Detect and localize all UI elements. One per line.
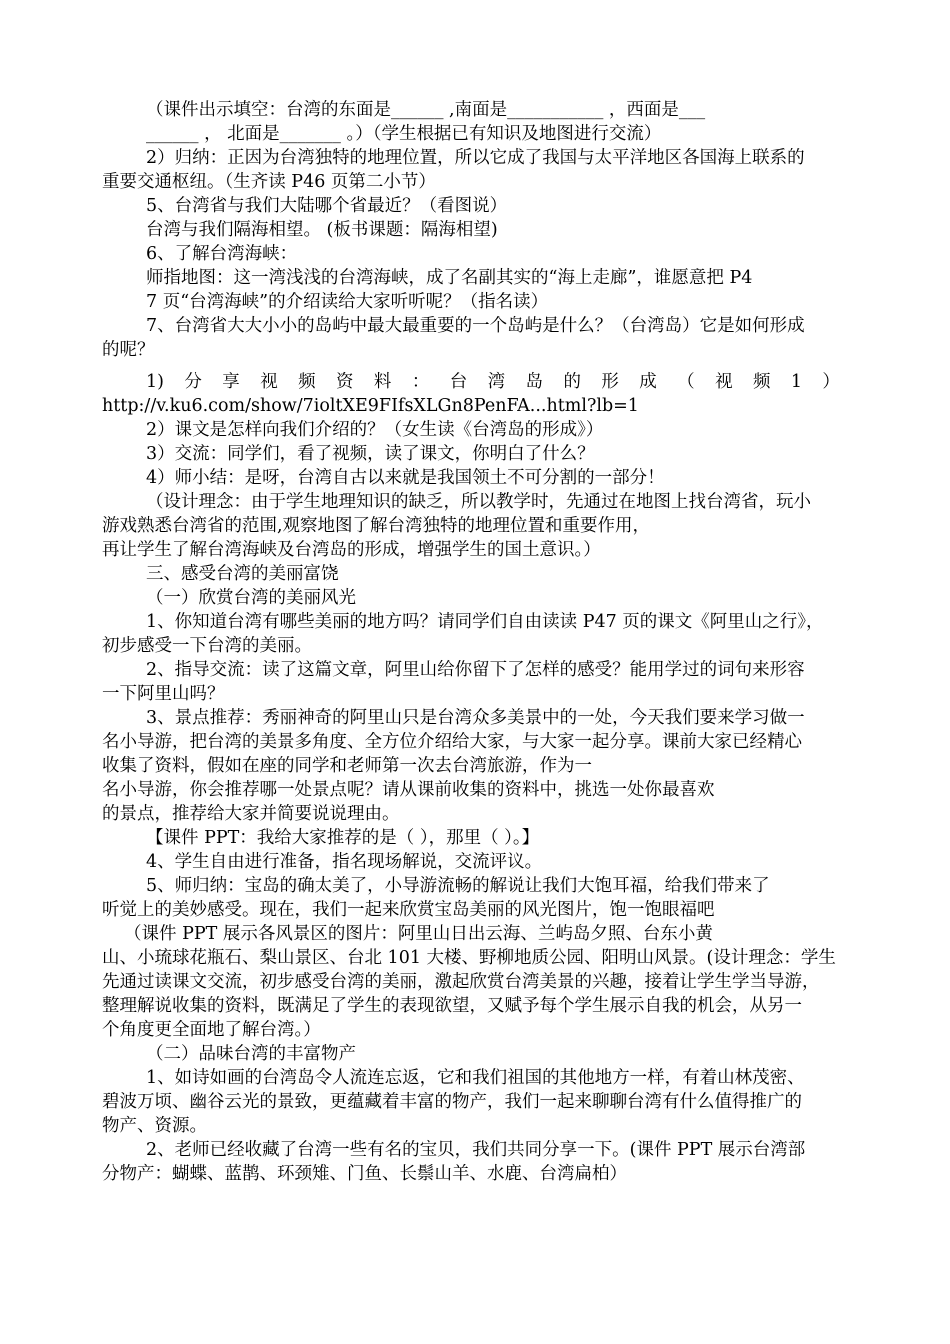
video-share-line <box>146 370 840 394</box>
paragraph-line: 4、学生自由进行准备，指名现场解说，交流评议。 <box>146 852 543 872</box>
paragraph-line: 一下阿里山吗？ <box>102 684 225 704</box>
paragraph-line: 5、师归纳：宝岛的确太美了，小导游流畅的解说让我们大饱耳福，给我们带来了 <box>146 876 770 896</box>
paragraph-line: 收集了资料，假如在座的同学和老师第一次去台湾旅游，作为一 <box>102 756 592 776</box>
subsection-heading: （二）品味台湾的丰富物产 <box>146 1044 356 1064</box>
paragraph-line: 2、老师已经收藏了台湾一些有名的宝贝，我们共同分享一下。(课件 PPT 展示台湾部 <box>146 1140 806 1160</box>
section-heading: 三、感受台湾的美丽富饶 <box>146 564 339 584</box>
video-part: 1 <box>790 372 803 392</box>
video-part: 资 <box>336 372 354 392</box>
video-part: 分 <box>184 372 202 392</box>
paragraph-line: 2）课文是怎样向我们介绍的？（女生读《台湾岛的形成》） <box>146 420 604 440</box>
paragraph-line: 整理解说收集的资料，既满足了学生的表现欲望，又赋予每个学生展示自我的机会，从另一 <box>102 996 802 1016</box>
video-part: ） <box>822 372 840 392</box>
video-url: http://v.ku6.com/show/7ioltXE9FIfsXLGn8PenFA...html?lb=1 <box>102 396 639 416</box>
paragraph-line: 名小导游，把台湾的美景多角度、全方位介绍给大家，与大家一起分享。课前大家已经精心 <box>102 732 802 752</box>
video-part: 享 <box>222 372 240 392</box>
video-part: 台 <box>449 372 468 392</box>
paragraph-line: 1、你知道台湾有哪些美丽的地方吗？请同学们自由读读 P47 页的课文《阿里山之行》， <box>146 612 824 632</box>
paragraph-line: 台湾与我们隔海相望。 (板书课题：隔海相望) <box>146 220 498 240</box>
paragraph-line: 2、指导交流：读了这篇文章，阿里山给你留下了怎样的感受？能用学过的词句来形容 <box>146 660 805 680</box>
subsection-heading: （一）欣赏台湾的美丽风光 <box>146 588 356 608</box>
video-part: 视 <box>260 372 278 392</box>
paragraph-line: 师指地图：这一湾浅浅的台湾海峡，成了名副其实的“海上走廊”，谁愿意把 P4 <box>146 268 753 288</box>
video-part: 湾 <box>487 372 506 392</box>
video-part: ： <box>411 372 430 392</box>
paragraph-line: （课件出示填空：台湾的东面是______ ,南面是___________ ，西面是___ <box>146 100 706 120</box>
video-part: 频 <box>298 372 316 392</box>
paragraph-line: 名小导游，你会推荐哪一处景点呢？请从课前收集的资料中，挑选一处你最喜欢 <box>102 780 715 800</box>
paragraph-line: 个角度更全面地了解台湾。） <box>102 1020 321 1040</box>
paragraph-line: 1、如诗如画的台湾岛令人流连忘返，它和我们祖国的其他地方一样，有着山林茂密、 <box>146 1068 805 1088</box>
paragraph-line: 初步感受一下台湾的美丽。 <box>102 636 312 656</box>
paragraph-line: 7、台湾省大大小小的岛屿中最大最重要的一个岛屿是什么？（台湾岛）它是如何形成 <box>146 316 805 336</box>
paragraph-line: ______ ， 北面是_______ 。）（学生根据已有知识及地图进行交流） <box>146 124 662 144</box>
paragraph-line: （课件 PPT 展示各风景区的图片：阿里山日出云海、兰屿岛夕照、台东小黄 <box>124 924 713 944</box>
paragraph-line: 6、了解台湾海峡： <box>146 244 298 264</box>
paragraph-line: 游戏熟悉台湾省的范围,观察地图了解台湾独特的地理位置和重要作用， <box>102 516 651 536</box>
paragraph-line: 的呢？ <box>102 340 155 360</box>
video-part: 料 <box>373 372 392 392</box>
video-part: 成 <box>639 372 657 392</box>
paragraph-line: 重要交通枢纽。（生齐读 P46 页第二小节） <box>102 172 436 192</box>
paragraph-line: 7 页“台湾海峡”的介绍读给大家听听呢？（指名读） <box>146 292 549 312</box>
video-part: 1) <box>146 372 164 392</box>
paragraph-line: 物产、资源。 <box>102 1116 207 1136</box>
video-part: （ <box>677 372 695 392</box>
paragraph-line: 2）归纳：正因为台湾独特的地理位置，所以它成了我国与太平洋地区各国海上联系的 <box>146 148 805 168</box>
paragraph-line: （设计理念：由于学生地理知识的缺乏，所以教学时，先通过在地图上找台湾省，玩小 <box>146 492 811 512</box>
paragraph-line: 分物产：蝴蝶、蓝鹊、环颈雉、门鱼、长鬃山羊、水鹿、台湾扁柏） <box>102 1164 627 1184</box>
video-part: 的 <box>563 372 581 392</box>
paragraph-line: 先通过读课文交流，初步感受台湾的美丽，激起欣赏台湾美景的兴趣，接着让学生学当导游， <box>102 972 820 992</box>
paragraph-line: 4）师小结：是呀，台湾自古以来就是我国领土不可分割的一部分！ <box>146 468 665 488</box>
paragraph-line: 3）交流：同学们，看了视频，读了课文，你明白了什么？ <box>146 444 595 464</box>
paragraph-line: 3、景点推荐：秀丽神奇的阿里山只是台湾众多美景中的一处，今天我们要来学习做一 <box>146 708 805 728</box>
video-part: 频 <box>752 372 771 392</box>
paragraph-line: 5、台湾省与我们大陆哪个省最近？（看图说） <box>146 196 508 216</box>
paragraph-line: 再让学生了解台湾海峡及台湾岛的形成，增强学生的国土意识。） <box>102 540 601 560</box>
paragraph-line: 的景点，推荐给大家并简要说说理由。 <box>102 804 400 824</box>
paragraph-line: 山、小琉球花瓶石、梨山景区、台北 101 大楼、野柳地质公园、阳明山风景。(设计理念：学生 <box>102 948 836 968</box>
ppt-prompt: 【课件 PPT：我给大家推荐的是（ ），那里（ ）。】 <box>146 828 540 848</box>
paragraph-line: 听觉上的美妙感受。现在，我们一起来欣赏宝岛美丽的风光图片，饱一饱眼福吧 <box>102 900 715 920</box>
video-part: 岛 <box>525 372 544 392</box>
paragraph-line: 碧波万顷、幽谷云光的景致，更蕴藏着丰富的物产，我们一起来聊聊台湾有什么值得推广的 <box>102 1092 802 1112</box>
video-part: 视 <box>715 372 733 392</box>
video-part: 形 <box>601 372 619 392</box>
